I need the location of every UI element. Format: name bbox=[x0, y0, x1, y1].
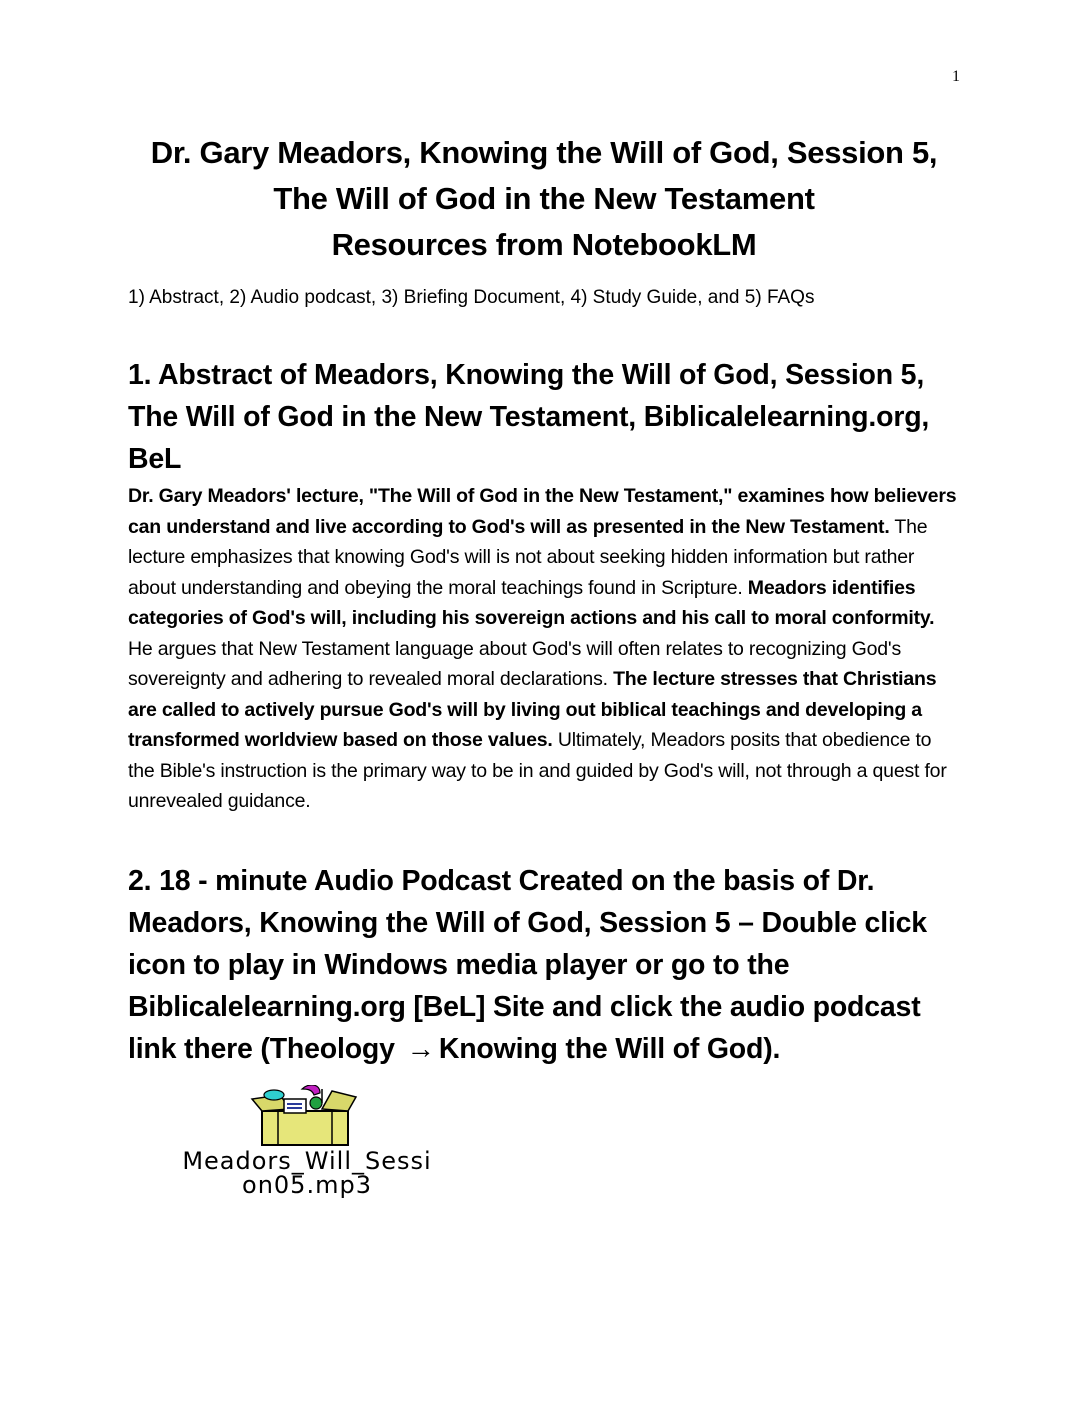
title-line-1: Dr. Gary Meadors, Knowing the Will of God, Session 5, bbox=[150, 135, 938, 170]
abstract-bold-3: Meadors identifies categories of God's will, including his sovereign actions and his call to moral conformity. bbox=[128, 576, 935, 629]
attachment-filename-line-1: Meadors_Will_Sessi bbox=[182, 1147, 432, 1175]
document-title bbox=[100, 130, 988, 268]
section-2-heading-end: Knowing the Will of God). bbox=[438, 1033, 781, 1065]
abstract-text-2: The lecture emphasizes that knowing God's will is not about seeking hidden information but rather about understanding and obeying the moral teachings found in Scripture. bbox=[128, 515, 928, 599]
abstract-bold-1: Dr. Gary Meadors' lecture, "The Will of God in the New Testament," examines how believers can understand and live according to God's will as presented in the New Testament. bbox=[128, 485, 957, 538]
section-2-heading-text: 2. 18 - minute Audio Podcast Created on the basis of Dr. Meadors, Knowing the Will of God, Session 5 – Double click icon to play in Windows media player or go to the Biblicalelearning.org [BeL] Site and click the audio podcast link there (Theology bbox=[128, 865, 927, 1065]
contents-list: 1) Abstract, 2) Audio podcast, 3) Briefing Document, 4) Study Guide, and 5) FAQs bbox=[128, 287, 815, 308]
abstract-text-6: Ultimately, Meadors posits that obedience to the Bible's instruction is the primary way to be in and guided by God's will, not through a quest for unrevealed guidance. bbox=[128, 729, 947, 812]
abstract-bold-5: The lecture stresses that Christians are called to actively pursue God's will by living out biblical teachings and developing a transformed worldview based on those values. bbox=[128, 668, 937, 751]
package-icon bbox=[250, 1085, 358, 1147]
arrow-icon: → bbox=[406, 1033, 435, 1065]
page-number: 1 bbox=[952, 68, 960, 85]
abstract-text-4: He argues that New Testament language about God's will often relates to recognizing God's sovereignty and adhering to revealed moral declarations. bbox=[128, 637, 901, 690]
section-2-heading bbox=[128, 860, 968, 1070]
attachment-filename bbox=[130, 1149, 484, 1197]
section-1-heading: 1. Abstract of Meadors, Knowing the Will of God, Session 5, The Will of God in the New Testament, Biblicalelearning.org, BeL bbox=[128, 359, 930, 475]
audio-attachment[interactable] bbox=[130, 1085, 484, 1197]
title-line-2: The Will of God in the New Testament bbox=[273, 181, 815, 216]
abstract-paragraph bbox=[128, 481, 962, 817]
title-line-3: Resources from NotebookLM bbox=[331, 227, 757, 262]
attachment-filename-line-2: on05.mp3 bbox=[242, 1171, 372, 1199]
